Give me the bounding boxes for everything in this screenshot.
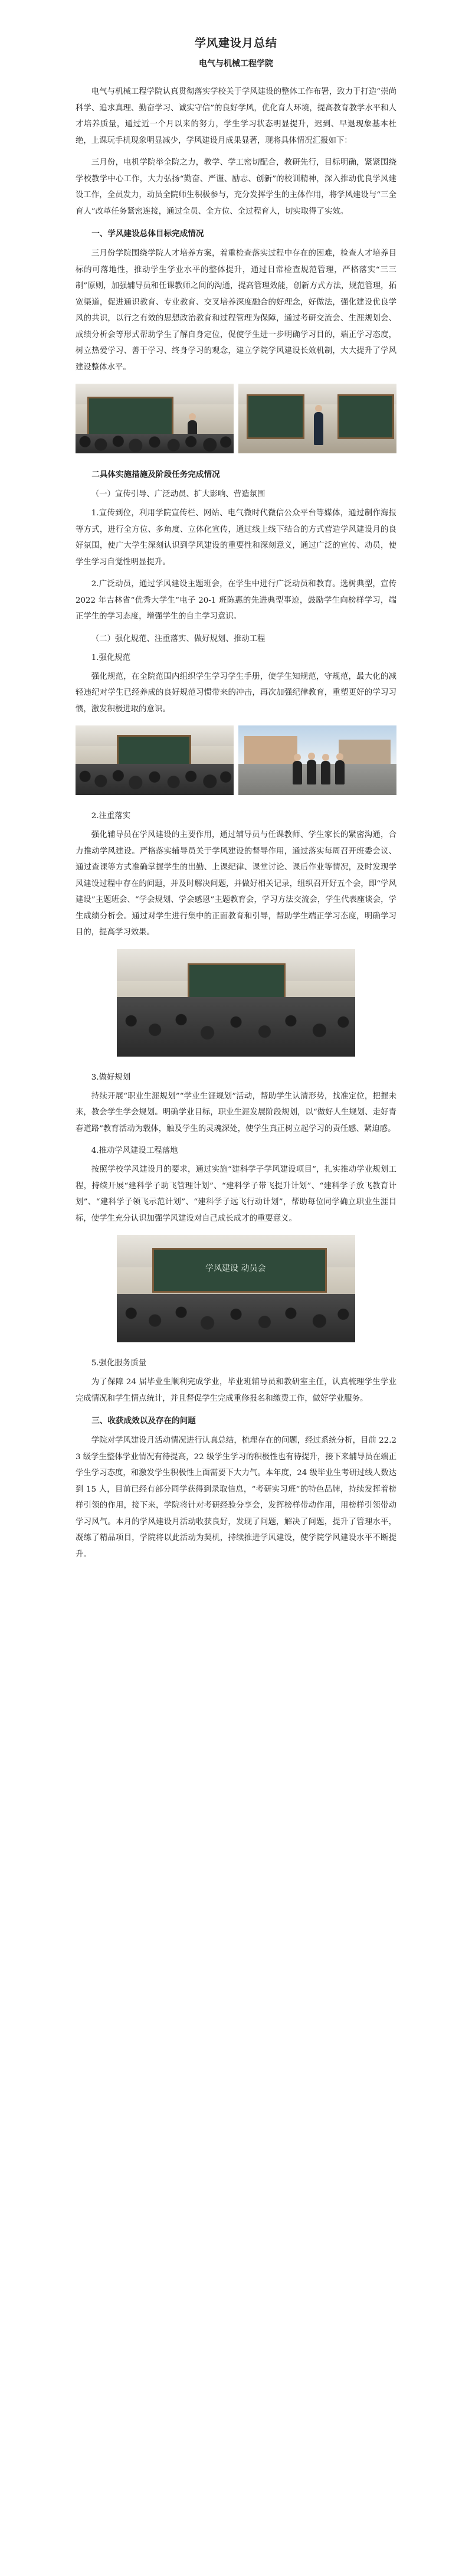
- page-subtitle: 电气与机械工程学院: [199, 59, 273, 68]
- section2-part2-heading: （二）强化规范、注重落实、做好规划、推动工程: [91, 634, 266, 643]
- item3-heading: 3.做好规划: [91, 1073, 131, 1082]
- photo-row-2: [76, 725, 396, 795]
- section3-paragraph: 学院对学风建设月活动情况进行认真总结，梳理存在的问题，经过系统分析，目前 22.23 级学生整体学业情况有待提高，22 级学生学习的积极性也有待提升，接下来辅导员在端正学生学习态度，和激发学生积极性上面需要下大力气。本年度，24 级毕业生考研过线人数达到 15 人，目前已经有部分同学获得到录取信息，“考研实习班”的特色品牌，持续发挥着榜样引领的作用，接下来，学院将针对考研经验分享会，发挥榜样带动作用，用榜样引领带动学习风气。本月的学风建设月活动收获良好，发现了问题，解决了问题，提升了管理水平，凝练了精品项目，学院将以此活动为契机，持续推进学风建设，使学院学风建设水平不断提升。: [76, 1436, 396, 1559]
- page-title: 学风建设月总结: [194, 37, 277, 50]
- photo-teacher-podium: [238, 384, 396, 453]
- intro-paragraph-2: 三月份，电机学院举全院之力，教学、学工密切配合，教研先行，目标明确，紧紧围绕学校教学中心工作，大力弘扬“勤奋、严谨、励志、创新”的校训精神，深入推动优良学风建设工作，全员发力，动员全院师生积极参与，充分发挥学生的主体作用，将学风建设与“三全育人”改革任务紧密连接，通过全员、全方位、全过程育人，切实取得了实效。: [76, 158, 396, 216]
- item4-paragraph: 按照学校学风建设月的要求，通过实施“建科学子学风建设项目”，扎实推动学业规划工程，持续开展“建科学子助飞管理计划”、“建科学子带飞提升计划”、“建科学子放飞教育计划”、“建科学子领飞示范计划”、“建科学子远飞行动计划”，帮助每位同学确立职业生涯目标，使学生充分认识加强学风建设对自己成长成才的重要意义。: [76, 1165, 396, 1223]
- section2-part1-heading: （一）宣传引导、广泛动员、扩大影响、营造氛围: [91, 490, 266, 499]
- item2-heading: 2.注重落实: [91, 812, 131, 820]
- section3-heading: 三、收获成效以及存在的问题: [91, 1416, 196, 1426]
- board-caption: 学风建设 动员会: [205, 1264, 266, 1273]
- item4-heading: 4.推动学风建设工程落地: [91, 1146, 178, 1155]
- item2-paragraph: 强化辅导员在学风建设的主要作用，通过辅导员与任课教师、学生家长的紧密沟通，合力推动学风建设。严格落实辅导员关于学风建设的督导作用，通过落实每周召开班委会议、通过查课等方式准确掌握学生的出勤、上课纪律、课堂讨论、课后作业等情况，及时发现学风建设过程中存在的问题，并及时解决问题，并做好相关记录，组织召开好五个会，即“学风建设”主题班会、“学会规划、学会感恩”主题教育会，学习方法交流会，学生代表座谈会，学生成绩分析会。通过对学生进行集中的正面教育和引导，帮助学生端正学习态度，明确学习目的，提高学习效果。: [76, 831, 396, 937]
- photo-row-1: [76, 384, 396, 453]
- section1-heading: 一、学风建设总体目标完成情况: [91, 229, 204, 238]
- section1-paragraph: 三月份学院围绕学院人才培养方案，着重检查落实过程中存在的困难，检查人才培养目标的可落地性，推动学生学业水平的整体提升，通过日常检查规范管理，严格落实“三三制”原则，加强辅导员和任课教师之间的沟通，提高管理效能，创新方式方法，规范管理，拓宽渠道，促进通识教育、专业教育、交叉培养深度融合的好理念，好做法，强化建设优良学风的共识，以行之有效的思想政治教育和过程管理为保障，通过考研交流会、生涯规划会、成绩分析会等形式帮助学生了解自身定位，促使学生进一步明确学习目的，端正学习态度，树立热爱学习、善于学习、终身学习的观念，建立学院学风建设长效机制，大大提升了学风建设整体水平。: [76, 249, 396, 372]
- item3-paragraph: 持续开展“职业生涯规划”“学业生涯规划”活动，帮助学生认清形势，找准定位，把握未来，教会学生学会规划。明确学业目标，职业生涯发展阶段规划，以“做好人生规划、走好青春道路”教育活动为载体，触及学生的灵魂深处，使学生真正树立起学习的责任感、紧迫感。: [76, 1091, 396, 1133]
- photo-student-meeting: [76, 725, 234, 795]
- section2-heading: 二具体实施措施及阶段任务完成情况: [91, 470, 220, 479]
- item1-paragraph: 强化规范，在全院范围内组织学生学习学生手册，使学生知规范，守规范，最大化的减轻违纪对学生已经养成的良好规范习惯带来的冲击，再次加强纪律教育，重塑更好的学习习惯，激发积极进取的意识。: [76, 672, 396, 714]
- photo-lecture-hall: [117, 949, 355, 1057]
- item5-heading: 5.强化服务质量: [91, 1359, 146, 1368]
- photo-classroom-lecture: [76, 384, 234, 453]
- intro-paragraph-1: 电气与机械工程学院认真贯彻落实学校关于学风建设的整体工作布署，致力于打造“崇尚科学、追求真理、勤奋学习、诚实守信”的良好学风，优化育人环境，提高教育教学水平和人才培养质量，通过近一个月以来的努力，学生学习状态明显提升，迟到、早退现象基本杜绝，上课玩手机现象明显减少，学风建设月成果显著，现将具体情况汇报如下：: [76, 87, 396, 145]
- section2-part1-paragraph-1: 1.宣传到位，利用学院宣传栏、网站、电气微时代微信公众平台等媒体，通过制作海报等方式，进行全方位、多角度、立体化宣传，通过线上线下结合的方式营造学风建设月的良好氛围，使广大学生深刻认识到学风建设的重要性和深刻意义，通过广泛的宣传、动员，使学生学习自觉性明显提升。: [76, 509, 396, 567]
- item5-paragraph: 为了保障 24 届毕业生顺利完成学业，毕业班辅导员和教研室主任，认真梳理学生学业完成情况和学生情点统计，并且督促学生完成重修报名和缴费工作，做好学业服务。: [76, 1378, 396, 1403]
- item1-heading: 1.强化规范: [91, 653, 131, 662]
- photo-outdoor-campus: [238, 725, 396, 795]
- section2-part1-paragraph-2: 2.广泛动员，通过学风建设主题班会，在学生中进行广泛动员和教育。选树典型，宣传 2022 年吉林省“优秀大学生”电子 20-1 班陈惠的先进典型事迹，鼓励学生向榜样学习，端正学生的学习态度，增强学生的自主学习意识。: [76, 580, 396, 621]
- photo-mobilization-meeting: [117, 1235, 355, 1342]
